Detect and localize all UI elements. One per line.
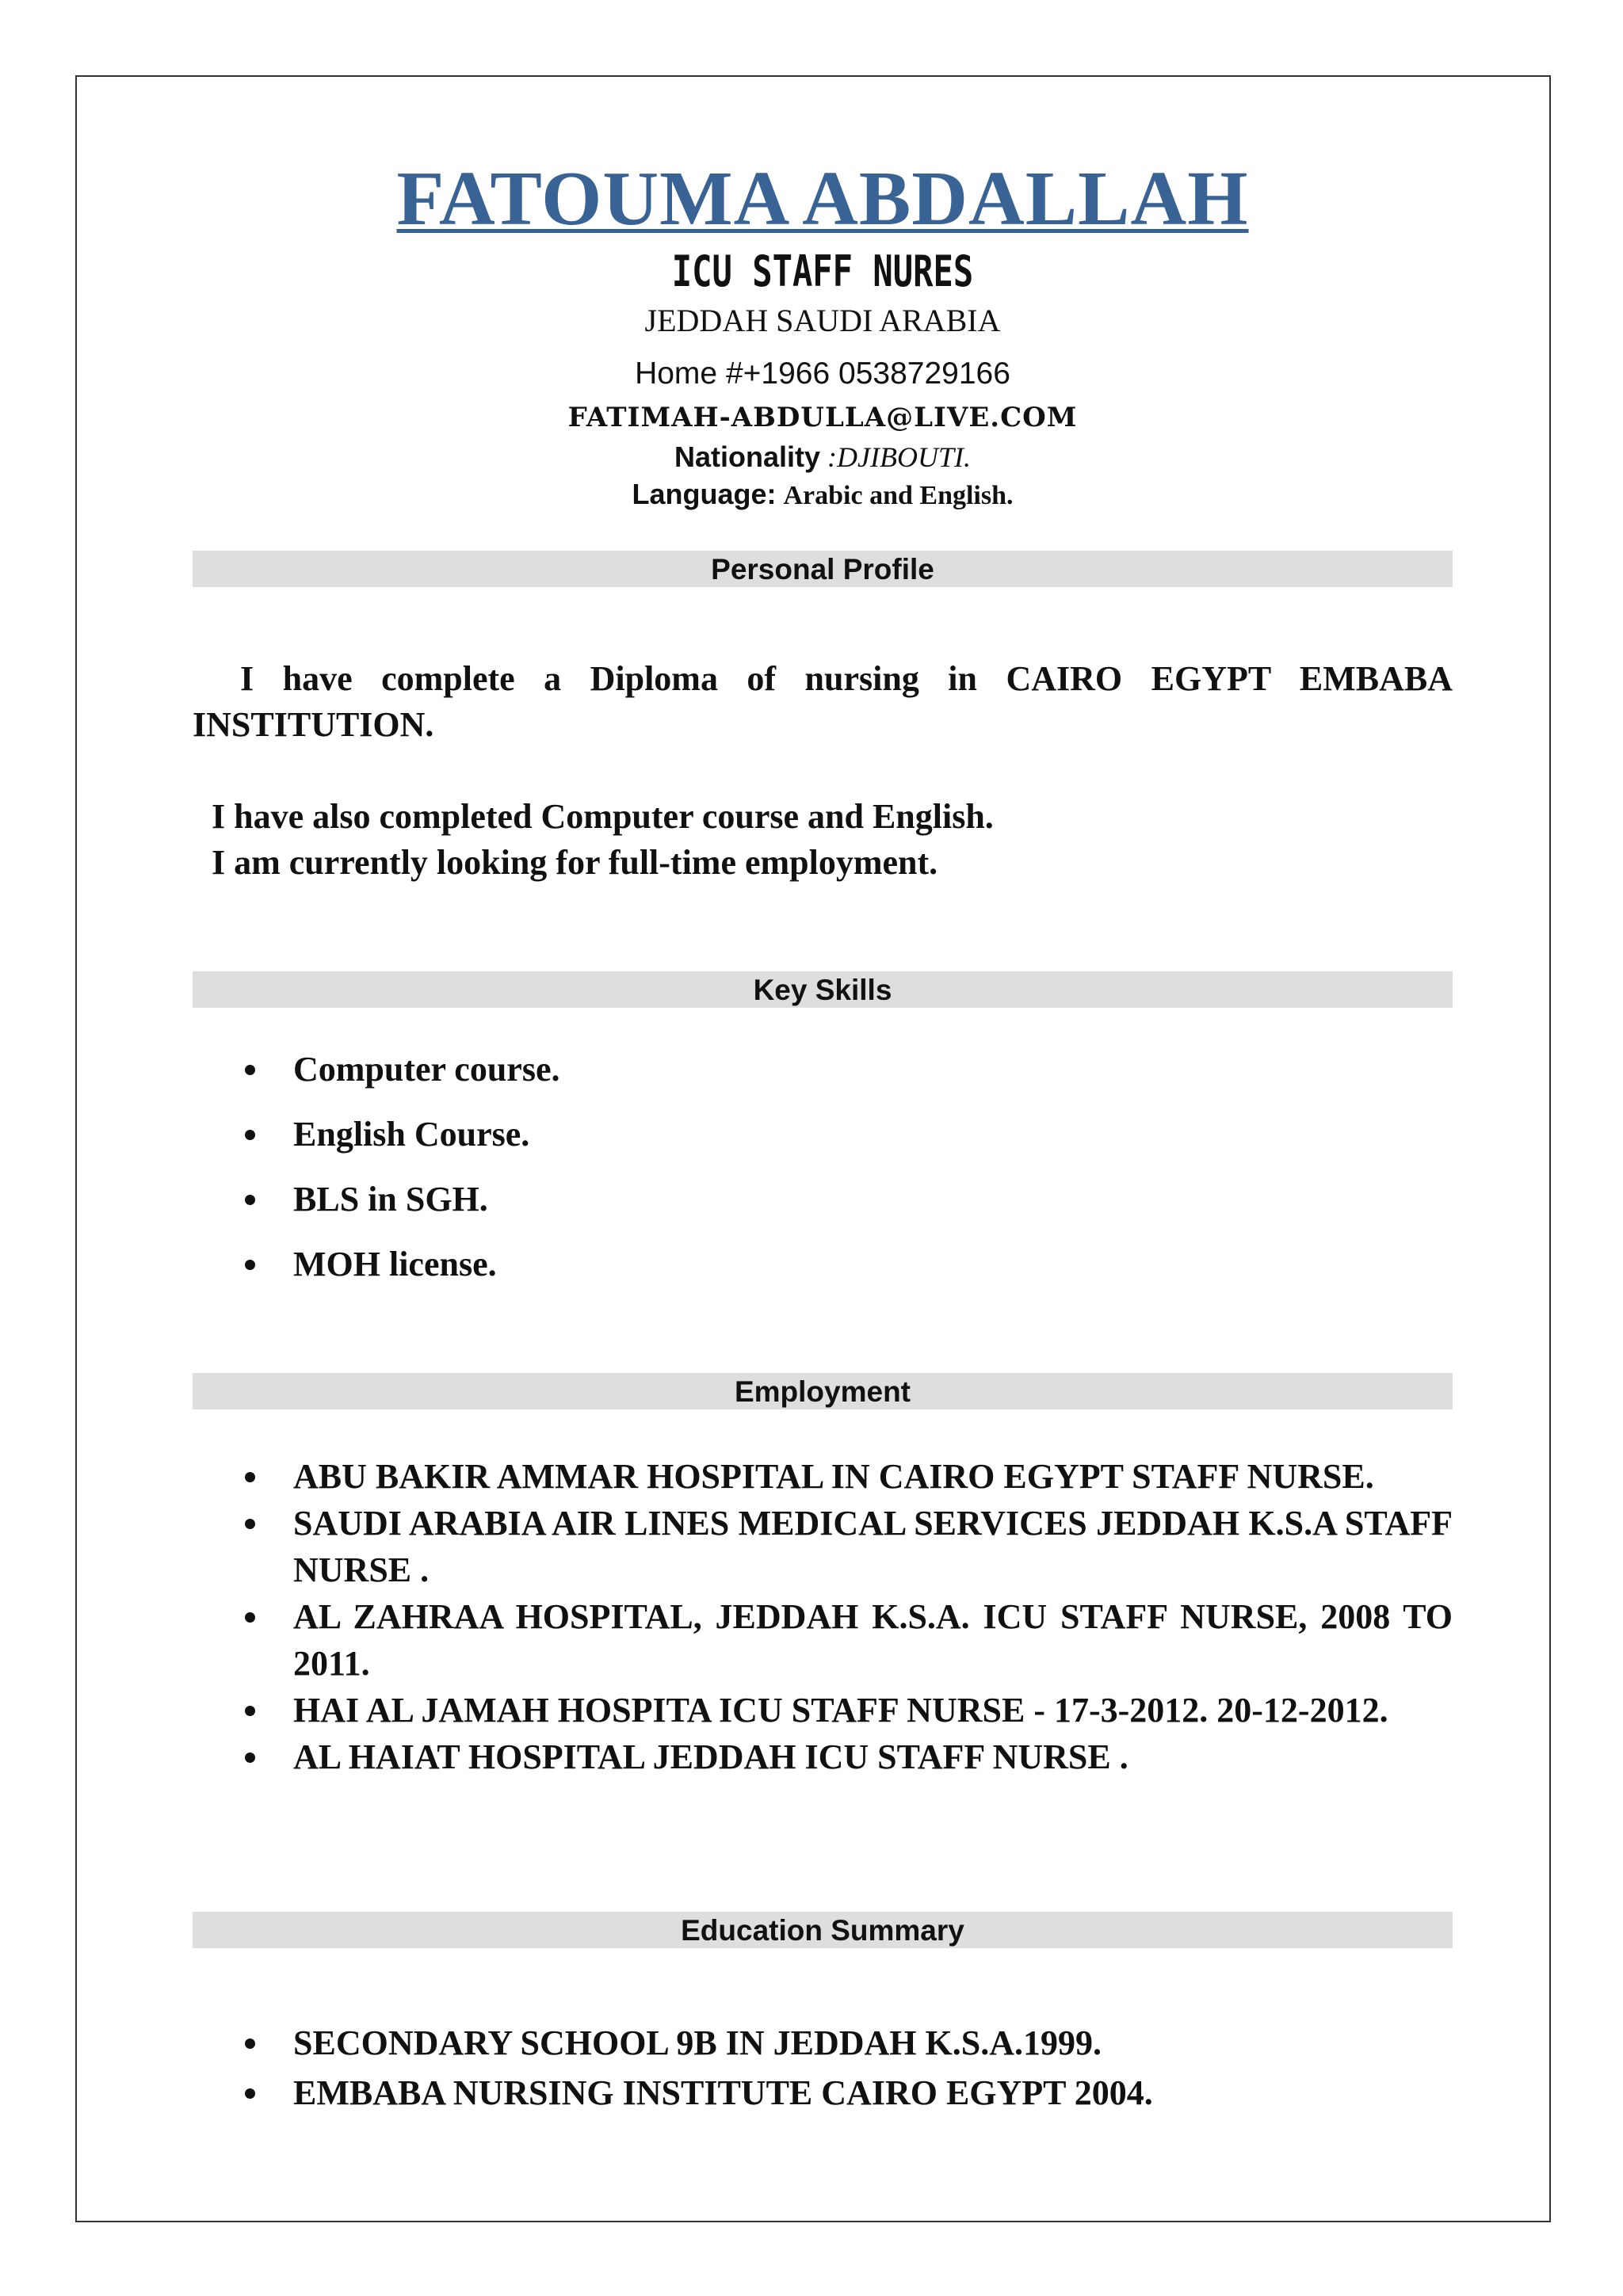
nationality-value: :DJIBOUTI. [827, 441, 971, 473]
language-value: Arabic and English. [783, 481, 1014, 510]
nationality-line [193, 438, 1453, 476]
bullet-icon [245, 1130, 255, 1140]
bullet-icon [245, 1472, 255, 1482]
profile-paragraph: I have also completed Computer course and English. [212, 797, 994, 836]
list-item: ABU BAKIR AMMAR HOSPITAL IN CAIRO EGYPT STAFF NURSE. [193, 1453, 1453, 1500]
employment-list [193, 1453, 1453, 1780]
education-list [193, 2019, 1453, 2119]
section-heading-profile: Personal Profile [193, 551, 1453, 587]
candidate-name: FATOUMA ABDALLAH [396, 156, 1249, 242]
bullet-icon [245, 1706, 255, 1716]
section-heading-education: Education Summary [193, 1912, 1453, 1948]
profile-paragraph: I am currently looking for full-time employment. [212, 843, 938, 882]
bullet-icon [245, 1065, 255, 1075]
list-item: SAUDI ARABIA AIR LINES MEDICAL SERVICES JEDDAH K.S.A STAFF NURSE . [193, 1500, 1453, 1593]
list-item: English Course. [193, 1111, 1453, 1158]
job-title: ICU STAFF NURES [671, 246, 974, 296]
nationality-label: Nationality [674, 441, 821, 473]
list-item: MOH license. [193, 1241, 1453, 1287]
list-item: AL HAIAT HOSPITAL JEDDAH ICU STAFF NURSE . [193, 1733, 1453, 1780]
bullet-icon [245, 1260, 255, 1270]
skills-list [193, 1046, 1453, 1306]
list-item: SECONDARY SCHOOL 9B IN JEDDAH K.S.A.1999. [193, 2019, 1453, 2066]
section-heading-skills: Key Skills [193, 971, 1453, 1008]
list-item: AL ZAHRAA HOSPITAL, JEDDAH K.S.A. ICU STAFF NURSE, 2008 TO 2011. [193, 1593, 1453, 1687]
section-heading-employment: Employment [193, 1373, 1453, 1409]
list-item: HAI AL JAMAH HOSPITA ICU STAFF NURSE - 17-3-2012. 20-12-2012. [193, 1687, 1453, 1733]
bullet-icon [245, 2039, 255, 2049]
list-item: BLS in SGH. [193, 1176, 1453, 1222]
list-item: EMBABA NURSING INSTITUTE CAIRO EGYPT 2004. [193, 2069, 1453, 2116]
language-line [193, 475, 1453, 515]
email-address[interactable]: FATIMAH-ABDULLA@LIVE.COM [567, 402, 1078, 433]
bullet-icon [245, 2088, 255, 2099]
bullet-icon [245, 1519, 255, 1529]
bullet-icon [245, 1612, 255, 1623]
bullet-icon [245, 1753, 255, 1763]
profile-paragraph: I have complete a Diploma of nursing in CAIRO EGYPT EMBABA INSTITUTION. [193, 659, 1453, 744]
list-item: Computer course. [193, 1046, 1453, 1093]
language-label: Language: [632, 478, 777, 510]
location: JEDDAH SAUDI ARABIA [644, 303, 1001, 338]
bullet-icon [245, 1195, 255, 1205]
phone-number: Home #+1966 0538729166 [635, 357, 1010, 391]
